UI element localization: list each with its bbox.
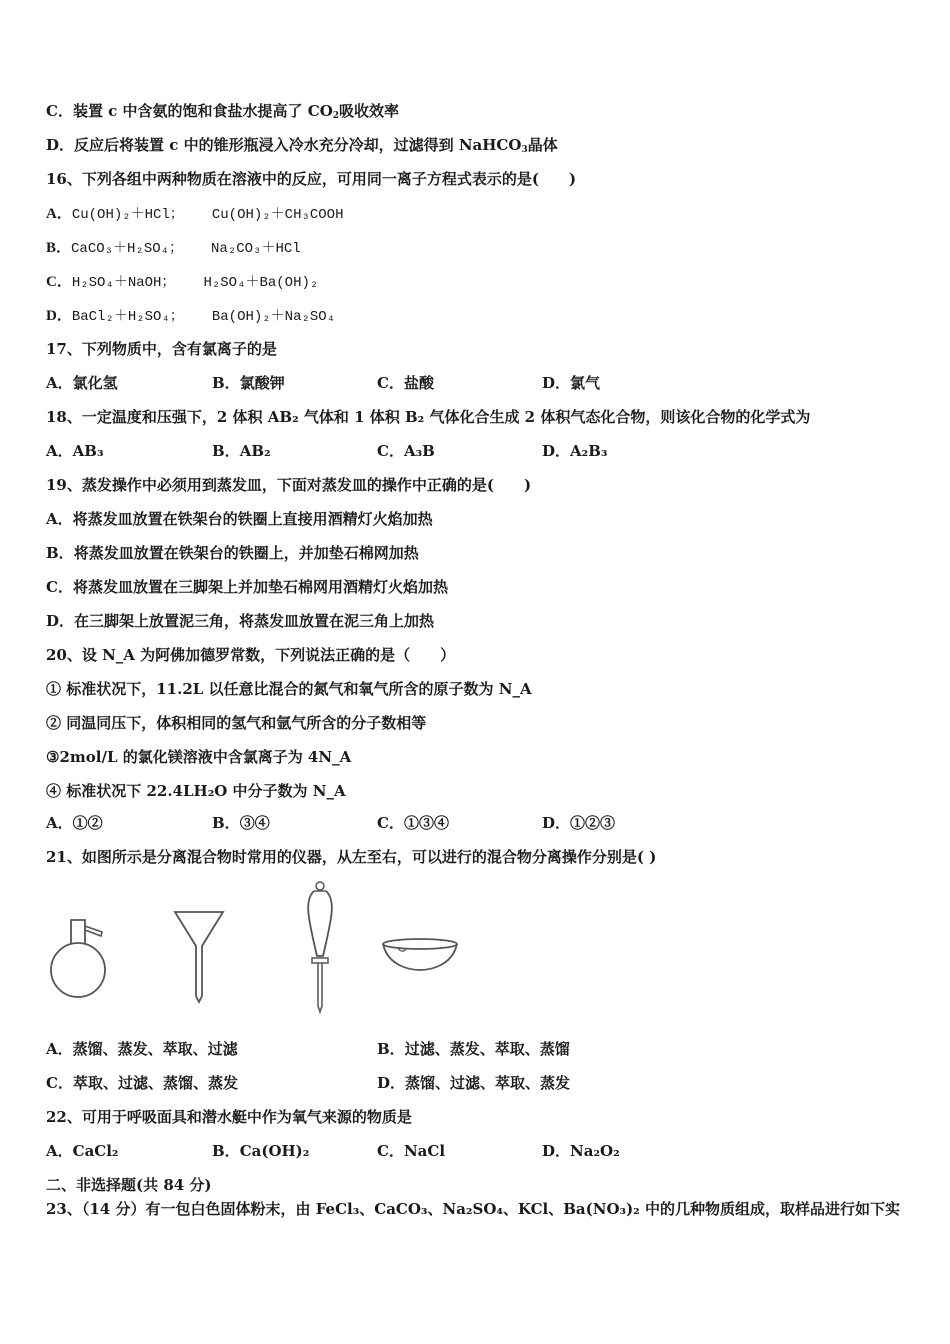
q16-option-a: [46, 202, 343, 224]
option-label: C．: [46, 102, 73, 120]
separatory-funnel-icon: [300, 878, 340, 1018]
q18-option-b: B．AB₂: [212, 442, 271, 460]
option-label: A．: [46, 206, 72, 222]
q18-option-a: A．AB₃: [46, 442, 104, 460]
q23-stem: 23、（14 分）有一包白色固体粉末，由 FeCl₃、CaCO₃、Na₂SO₄、KCl、Ba(NO₃)₂ 中的几种物质组成，取样品进行如下实: [46, 1200, 900, 1218]
q21-option-c: C．萃取、过滤、蒸馏、蒸发: [46, 1074, 238, 1092]
q21-option-a: A．蒸馏、蒸发、萃取、过滤: [46, 1040, 238, 1058]
q19-option-a: A．将蒸发皿放置在铁架台的铁圈上直接用酒精灯火焰加热: [46, 510, 433, 528]
option-label: D．: [46, 136, 75, 154]
q19-option-c: C．将蒸发皿放置在三脚架上并加垫石棉网用酒精灯火焰加热: [46, 578, 448, 596]
q21-options-row2: [46, 1072, 906, 1094]
section-title: 二、非选择题(共 84 分): [46, 1176, 212, 1194]
q20-option-b: B．③④: [212, 814, 270, 832]
option-left: H₂SO₄＋NaOH；: [71, 275, 176, 291]
q22-option-d: D．Na₂O₂: [542, 1142, 620, 1160]
option-right: Cu(OH)₂＋CH₃COOH: [211, 207, 344, 223]
q22-stem: 22、可用于呼吸面具和潜水艇中作为氧气来源的物质是: [46, 1108, 412, 1126]
q20-option-a: A．①②: [46, 814, 103, 832]
subscript: 3: [521, 145, 528, 155]
q20-statement-4: ④ 标准状况下 22.4LH₂O 中分子数为 N_A: [46, 782, 346, 800]
q15-option-d: [46, 134, 558, 156]
q20-option-d: D．①②③: [542, 814, 616, 832]
q21-option-b: B．过滤、蒸发、萃取、蒸馏: [377, 1040, 570, 1058]
subscript: 2: [332, 111, 340, 121]
q22-option-c: C．NaCl: [377, 1142, 446, 1160]
q21-stem: 21、如图所示是分离混合物时常用的仪器，从左至右，可以进行的混合物分离操作分别是( ): [46, 848, 657, 866]
option-text-tail: 吸收效率: [339, 102, 400, 120]
q18-option-d: D．A₂B₃: [542, 442, 608, 460]
q19-option-b: B．将蒸发皿放置在铁架台的铁圈上，并加垫石棉网加热: [46, 544, 419, 562]
q16-stem: 16、下列各组中两种物质在溶液中的反应，可用同一离子方程式表示的是( ): [46, 170, 577, 188]
option-label: C．: [46, 274, 72, 290]
apparatus-figure: [46, 878, 486, 1028]
q22-options: [46, 1140, 906, 1162]
q22-option-b: B．Ca(OH)₂: [212, 1142, 310, 1160]
option-label: B．: [46, 240, 72, 256]
q20-statement-1: ① 标准状况下，11.2L 以任意比混合的氮气和氧气所含的原子数为 N_A: [46, 680, 532, 698]
q16-option-c: [46, 270, 318, 292]
q22-option-a: A．CaCl₂: [46, 1142, 119, 1160]
option-right: H₂SO₄＋Ba(OH)₂: [203, 275, 319, 291]
q16-option-b: [46, 236, 301, 258]
q17-option-d: D．氯气: [542, 374, 601, 392]
q17-options: [46, 372, 906, 394]
evaporating-dish-icon: [380, 936, 460, 976]
q18-option-c: C．A₃B: [377, 442, 435, 460]
q15-option-c: [46, 100, 399, 122]
funnel-icon: [172, 908, 228, 1004]
q21-option-d: D．蒸馏、过滤、萃取、蒸发: [377, 1074, 571, 1092]
option-text: 反应后将装置 c 中的锥形瓶浸入冷水充分冷却，过滤得到 NaHCO: [74, 136, 522, 154]
option-text-tail: 晶体: [527, 136, 558, 154]
option-text: 装置 c 中含氨的饱和食盐水提高了 CO: [72, 102, 333, 120]
option-left: Cu(OH)₂＋HCl；: [71, 207, 184, 223]
option-right: Na₂CO₃＋HCl: [211, 241, 301, 257]
q19-stem: 19、蒸发操作中必须用到蒸发皿，下面对蒸发皿的操作中正确的是( ): [46, 476, 532, 494]
q17-option-a: A．氯化氢: [46, 374, 118, 392]
q17-option-b: B．氯酸钾: [212, 374, 285, 392]
option-left: CaCO₃＋H₂SO₄；: [71, 241, 184, 257]
distillation-flask-icon: [50, 910, 112, 1000]
q17-option-c: C．盐酸: [377, 374, 434, 392]
q18-options: [46, 440, 906, 462]
q20-statement-2: ② 同温同压下，体积相同的氢气和氩气所含的分子数相等: [46, 714, 427, 732]
option-label: D．: [46, 308, 72, 324]
q20-statement-3: ③2mol/L 的氯化镁溶液中含氯离子为 4N_A: [46, 748, 352, 766]
q21-options-row1: [46, 1038, 906, 1060]
q17-stem: 17、下列物质中，含有氯离子的是: [46, 340, 277, 358]
q16-option-d: [46, 304, 335, 326]
q20-stem: 20、设 N_A 为阿佛加德罗常数，下列说法正确的是（ ）: [46, 646, 456, 664]
option-right: Ba(OH)₂＋Na₂SO₄: [211, 309, 336, 325]
q19-option-d: D．在三脚架上放置泥三角，将蒸发皿放置在泥三角上加热: [46, 612, 435, 630]
q20-option-c: C．①③④: [377, 814, 449, 832]
q20-options: [46, 812, 906, 834]
option-left: BaCl₂＋H₂SO₄；: [71, 309, 184, 325]
q18-stem: 18、一定温度和压强下，2 体积 AB₂ 气体和 1 体积 B₂ 气体化合生成 2 体积气态化合物，则该化合物的化学式为: [46, 408, 811, 426]
